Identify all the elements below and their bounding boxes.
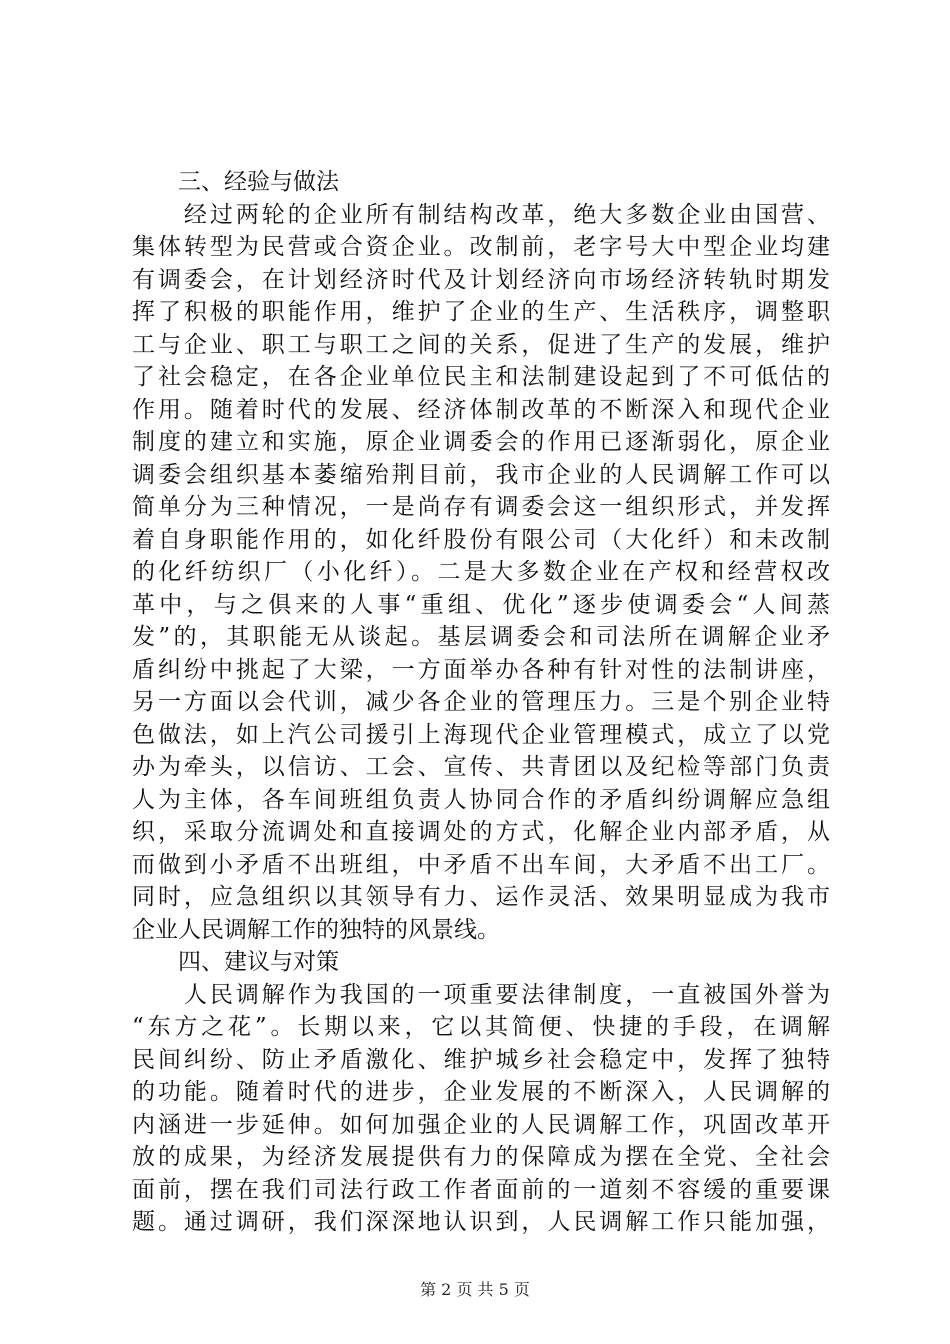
- text-line: 人民调解作为我国的一项重要法律制度，一直被国外誉为: [132, 981, 830, 1008]
- text-line: 挥了积极的职能作用，维护了企业的生产、生活秩序，调整职: [132, 299, 830, 325]
- body-text: [132, 166, 830, 1239]
- text-line: 制度的建立和实施，原企业调委会的作用已逐渐弱化，原企业: [132, 429, 830, 455]
- text-line: 另一方面以会代训，减少各企业的管理压力。三是个别企业特: [132, 689, 830, 715]
- text-line: 的功能。随着时代的进步，企业发展的不断深入，人民调解的: [132, 1079, 830, 1105]
- text-line: 民间纠纷、防止矛盾激化、维护城乡社会稳定中，发挥了独特: [132, 1046, 830, 1073]
- text-line: 人为主体，各车间班组负责人协同合作的矛盾纠纷调解应急组: [132, 786, 830, 813]
- text-line: 着自身职能作用的，如化纤股份有限公司（大化纤）和未改制: [132, 526, 830, 553]
- text-line: 同时，应急组织以其领导有力、运作灵活、效果明显成为我市: [132, 884, 830, 910]
- text-line: 色做法，如上汽公司援引上海现代企业管理模式，成立了以党: [132, 721, 830, 748]
- text-line: “东方之花”。长期以来，它以其简便、快捷的手段，在调解: [132, 1014, 830, 1040]
- text-line: 革中，与之俱来的人事“重组、优化”逐步使调委会“人间蒸: [132, 591, 830, 618]
- text-line: 工与企业、职工与职工之间的关系，促进了生产的发展，维护: [132, 331, 830, 358]
- text-line: 经过两轮的企业所有制结构改革，绝大多数企业由国营、: [132, 201, 830, 228]
- text-line: 放的成果，为经济发展提供有力的保障成为摆在全党、全社会: [132, 1144, 830, 1170]
- section-heading: 四、建议与对策: [132, 949, 339, 975]
- page-footer: 第 2 页 共 5 页: [420, 1280, 530, 1299]
- text-line: 而做到小矛盾不出班组，中矛盾不出车间，大矛盾不出工厂。: [132, 851, 830, 878]
- text-line: 内涵进一步延伸。如何加强企业的人民调解工作，巩固改革开: [132, 1111, 830, 1138]
- text-line: 企业人民调解工作的独特的风景线。: [132, 916, 500, 943]
- text-line: 的化纤纺织厂（小化纤）。二是大多数企业在产权和经营权改: [132, 559, 830, 585]
- text-line: 作用。随着时代的发展、经济体制改革的不断深入和现代企业: [132, 396, 830, 423]
- text-line: 盾纠纷中挑起了大梁，一方面举办各种有针对性的法制讲座，: [132, 656, 830, 683]
- text-line: 织，采取分流调处和直接调处的方式，化解企业内部矛盾，从: [132, 819, 830, 845]
- text-line: 了社会稳定，在各企业单位民主和法制建设起到了不可低估的: [132, 364, 830, 390]
- text-line: 调委会组织基本萎缩殆荆目前，我市企业的人民调解工作可以: [132, 461, 830, 488]
- text-line: 简单分为三种情况，一是尚存有调委会这一组织形式，并发挥: [132, 494, 830, 520]
- text-line: 集体转型为民营或合资企业。改制前，老字号大中型企业均建: [132, 234, 830, 260]
- text-line: 题。通过调研，我们深深地认识到，人民调解工作只能加强，: [132, 1209, 830, 1235]
- text-line: 有调委会，在计划经济时代及计划经济向市场经济转轨时期发: [132, 266, 830, 293]
- text-line: 面前，摆在我们司法行政工作者面前的一道刻不容缓的重要课: [132, 1176, 830, 1203]
- text-line: 办为牵头，以信访、工会、宣传、共青团以及纪检等部门负责: [132, 754, 830, 780]
- text-line: 发”的，其职能无从谈起。基层调委会和司法所在调解企业矛: [132, 624, 830, 650]
- section-heading: 三、经验与做法: [132, 169, 339, 195]
